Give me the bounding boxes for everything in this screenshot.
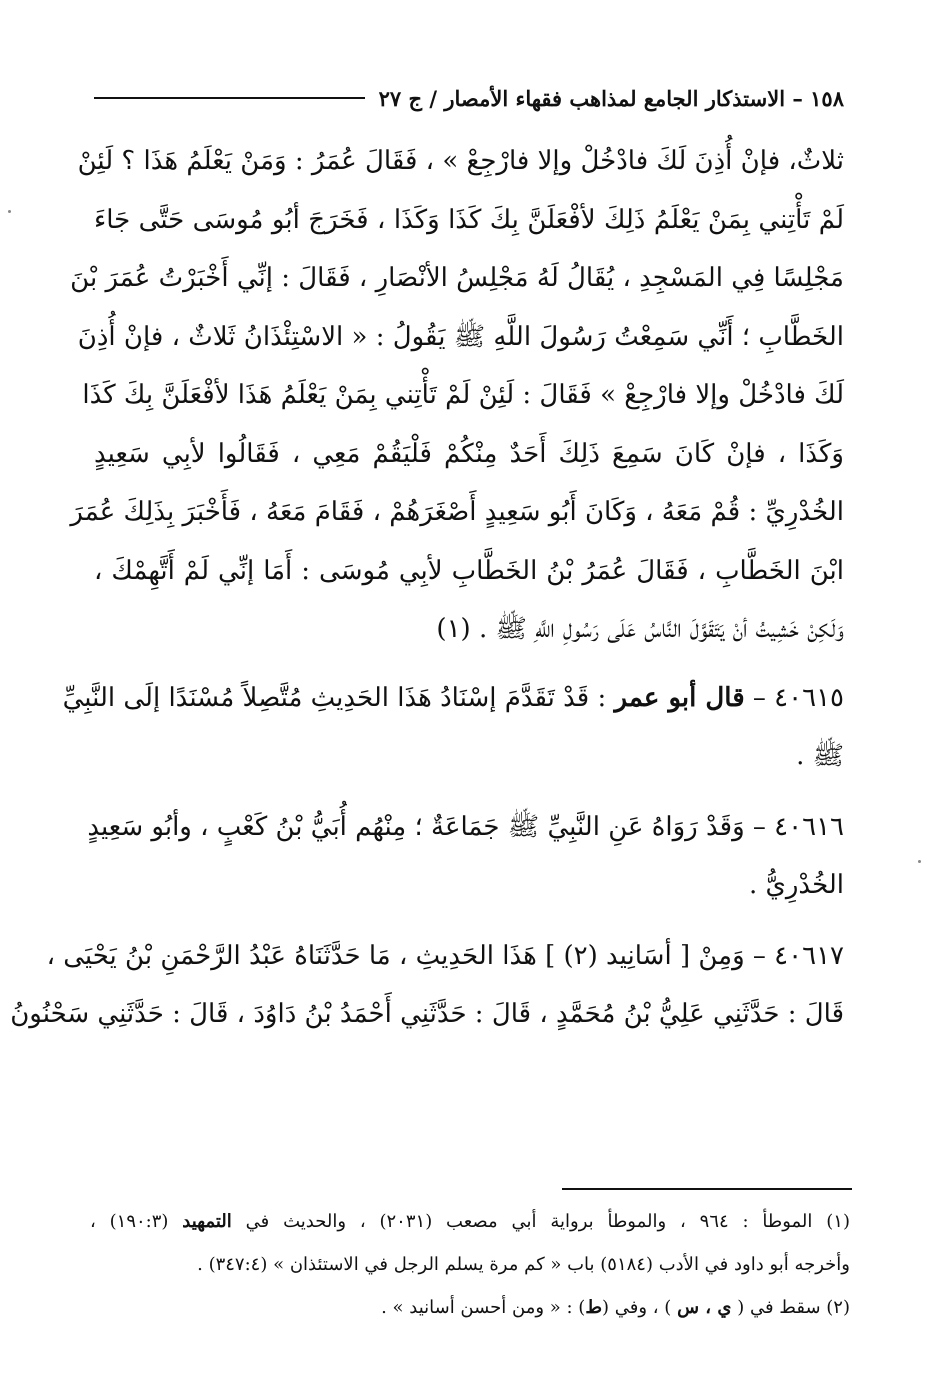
paragraph-40615-line-1 (62, 669, 844, 728)
paragraph-40616-line-2: الخُدْرِيُّ . (748, 870, 844, 900)
running-header-title: ١٥٨ – الاستذكار الجامع لمذاهب فقهاء الأمصار / ج ٢٧ (378, 85, 844, 111)
footnote-2 (90, 1286, 850, 1329)
speaker-lead: قال أبو عمر (614, 682, 745, 713)
footnote-1-text-a: (١) الموطأ : ٩٦٤ ، والموطأ برواية أبي مصعب (٢٠٣١) ، والحديث في (245, 1211, 850, 1232)
footnote-2-manuscript: ط (585, 1297, 602, 1318)
paragraph-40616-line-1: ٤٠٦١٦ – وَقَدْ رَوَاهُ عَنِ النَّبِيِّ ﷺ جَمَاعَةٌ ؛ مِنْهُم أُبَيُّ بْنُ كَعْبٍ ، وأبُو سَعِيدٍ (87, 811, 844, 842)
text-line-4: الخَطَّابِ ؛ أَنِّي سَمِعْتُ رَسُولَ اللَّهِ ﷺ يَقُولُ : « الاسْتِئْذَانُ ثَلاثٌ ، فإنْ أُذِنَ (77, 321, 844, 352)
paragraph-40615-line-2: ﷺ . (796, 741, 844, 771)
paragraph-40617-line-1: ٤٠٦١٧ – وَمِنْ [ أسَانِيد (٢) ] هَذَا الحَدِيثِ ، مَا حَدَّثَنَاهُ عَبْدُ الرَّحْمَنِ بْنُ يَحْيَى ، (46, 940, 844, 971)
footnote-1-line-2: وأخرجه أبو داود في الأدب (٥١٨٤) باب « كم مرة يسلم الرجل في الاستئذان » (٣٤٧:٤) . (197, 1254, 850, 1275)
footnote-2-manuscripts: ي ، س (677, 1297, 732, 1318)
text-line-7: الخُدْرِيِّ : قُمْ مَعَهُ ، وَكَانَ أَبُو سَعِيدٍ أَصْغَرَهُمْ ، فَقَامَ مَعَهُ ، فَأَخْبَرَ بِذَلِكَ عُمَرَ (70, 497, 844, 527)
text-line-2: لَمْ تَأْتِني بِمَنْ يَعْلَمُ ذَلِكَ لأفْعَلَنَّ بِكَ كَذَا وَكَذَا ، فَخَرَجَ أبُو مُوسَى حَتَّى جَاءَ (94, 204, 844, 235)
main-text (10, 132, 844, 1044)
header-rule (94, 97, 365, 99)
paragraph-40617 (10, 927, 844, 1044)
text-line-5: لَكَ فادْخُلْ وإلا فارْجِعْ » فَقَالَ : لَئِنْ لَمْ تَأْتِني بِمَنْ يَعْلَمُ هَذَا لأفْعَلَنَّ بِكَ كَذَا (82, 380, 844, 410)
footnote-1-text-b: (١٩٠:٣) ، (90, 1211, 169, 1232)
footnotes (90, 1200, 850, 1329)
scan-speck (918, 860, 921, 863)
paragraph-40616 (87, 798, 844, 915)
scan-speck (8, 210, 11, 213)
footnote-2-text-a: (٢) سقط في ( (737, 1297, 850, 1318)
footnote-rule (562, 1188, 852, 1190)
paragraph-text: : قَدْ تَقَدَّمَ إسْنَادُ هَذَا الحَدِيثِ مُتَّصِلاً مُسْنَدًا إلَى النَّبِيِّ (62, 682, 607, 713)
paragraph-40615 (62, 669, 844, 786)
footnote-2-text-c: ) : « ومن أحسن أسانيد » . (381, 1297, 586, 1318)
footnote-2-text-b: ) ، وفي ( (602, 1297, 672, 1318)
paragraph-number: ٤٠٦١٥ – (752, 682, 844, 713)
text-line-1: ثلاثٌ، فإنْ أُذِنَ لَكَ فادْخُلْ وإلا فارْجِعْ » ، فَقَالَ عُمَرُ : وَمَنْ يَعْلَمُ هَذَا ؟ لَئِنْ (77, 146, 844, 176)
paragraph-40617-line-2: قَالَ : حَدَّثَنِي عَلِيُّ بْنُ مُحَمَّدٍ ، قَالَ : حَدَّثَنِي أَحْمَدُ بْنُ دَاوُدَ ، قَالَ : حَدَّثَنِي سَحْنُونُ (10, 999, 844, 1029)
text-line-9: وَلَكِنْ خَشِيتُ أنْ يَتَقَوَّلَ النَّاسُ عَلَى رَسُولِ اللَّهِ ﷺ . (١) (436, 614, 844, 644)
text-line-6: وَكَذَا ، فإنْ كَانَ سَمِعَ ذَلِكَ أَحَدٌ مِنْكُمْ فَلْيَقُمْ مَعِي ، فَقَالُوا لأبِي سَعِيدٍ (94, 438, 844, 469)
footnote-1-book-title: التمهيد (182, 1211, 232, 1232)
page-header (94, 78, 844, 118)
footnote-1-line-1 (90, 1200, 850, 1243)
text-line-3: مَجْلِسًا فِي المَسْجِدِ ، يُقَالُ لَهُ مَجْلِسُ الأنْصَارِ ، فَقَالَ : إنِّي أَخْبَرْتُ عُمَرَ بْنَ (70, 263, 844, 293)
text-line-8: ابْنَ الخَطَّابِ ، فَقَالَ عُمَرُ بْنُ الخَطَّابِ لأبِي مُوسَى : أَمَا إنِّي لَمْ أَتَّهِمْكَ ، (94, 555, 844, 586)
